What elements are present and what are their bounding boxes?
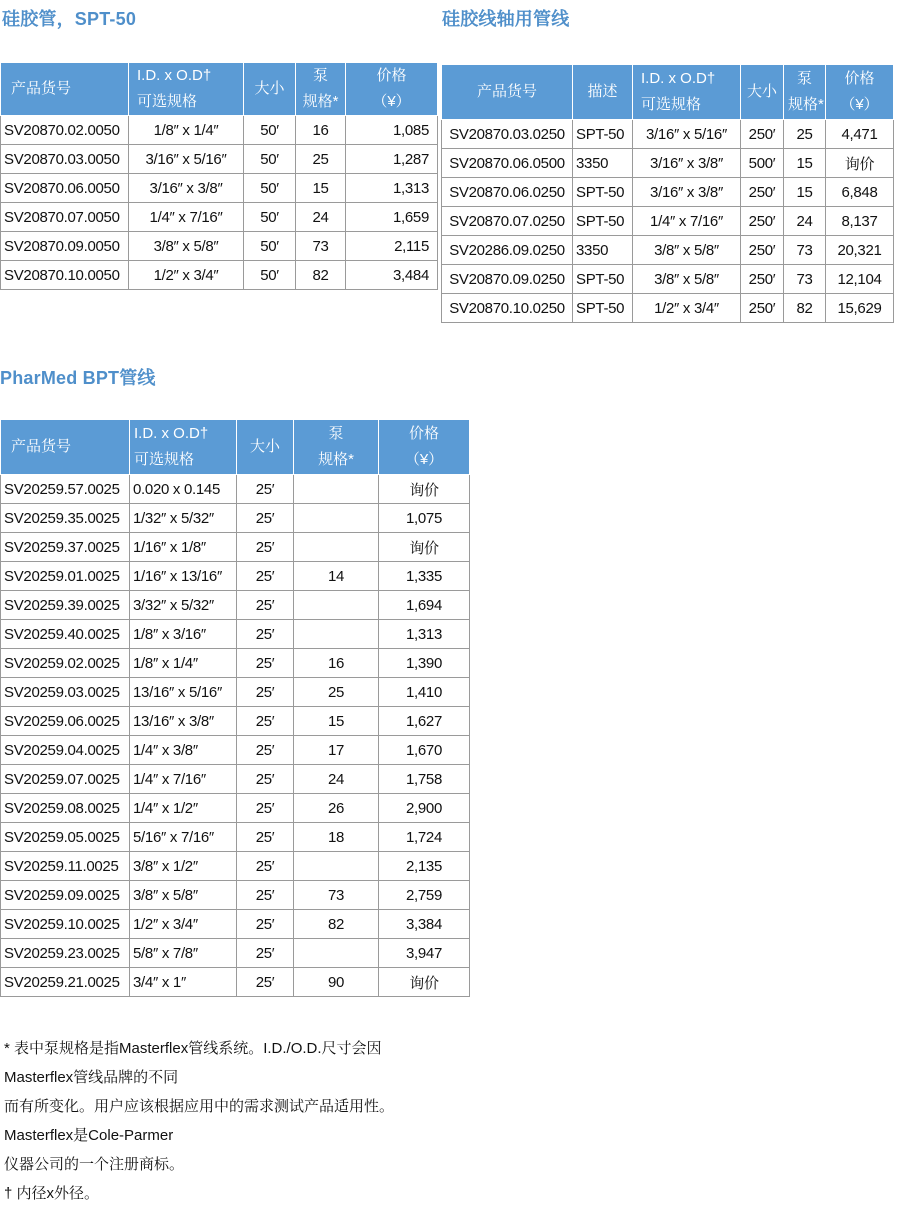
- footnote-line: † 内径x外径。: [4, 1185, 100, 1202]
- pharmed-tubing-table: [0, 419, 470, 997]
- cell-size: 25′: [237, 649, 294, 678]
- cell-pump: 25: [296, 145, 346, 174]
- cell-idod: 13/16″ x 5/16″: [130, 678, 237, 707]
- header-part-no: 产品货号: [1, 63, 129, 116]
- cell-idod: 1/16″ x 1/8″: [130, 533, 237, 562]
- table-row: [442, 236, 894, 265]
- cell-price: 6,848: [826, 178, 894, 207]
- cell-desc: SPT-50: [573, 207, 633, 236]
- cell-idod: 5/8″ x 7/8″: [130, 939, 237, 968]
- cell-part-no: SV20870.07.0250: [442, 207, 573, 236]
- cell-pump: 24: [294, 765, 379, 794]
- cell-pump: [294, 852, 379, 881]
- cell-idod: 5/16″ x 7/16″: [130, 823, 237, 852]
- cell-idod: 1/2″ x 3/4″: [633, 294, 741, 323]
- table-row: [442, 120, 894, 149]
- cell-size: 25′: [237, 852, 294, 881]
- cell-pump: 14: [294, 562, 379, 591]
- cell-idod: 3/8″ x 5/8″: [633, 265, 741, 294]
- cell-price: 12,104: [826, 265, 894, 294]
- cell-idod: 13/16″ x 3/8″: [130, 707, 237, 736]
- table-row: [442, 149, 894, 178]
- cell-pump: 73: [784, 236, 826, 265]
- cell-price: 询价: [379, 533, 470, 562]
- cell-pump: 90: [294, 968, 379, 997]
- table-row: [442, 207, 894, 236]
- cell-pump: [294, 504, 379, 533]
- cell-part-no: SV20259.35.0025: [1, 504, 130, 533]
- cell-price: 2,115: [346, 232, 438, 261]
- footnote-line: 而有所变化。用户应该根据应用中的需求测试产品适用性。: [4, 1098, 395, 1115]
- header-part-no: 产品货号: [1, 420, 130, 475]
- table-row: [1, 678, 470, 707]
- cell-size: 500′: [741, 149, 784, 178]
- table-row: [1, 968, 470, 997]
- cell-idod: 1/16″ x 13/16″: [130, 562, 237, 591]
- table-row: [1, 203, 438, 232]
- cell-idod: 1/4″ x 7/16″: [129, 203, 244, 232]
- header-price: 价格 （¥）: [826, 65, 894, 120]
- cell-part-no: SV20259.10.0025: [1, 910, 130, 939]
- table-row: [442, 178, 894, 207]
- cell-pump: 15: [784, 149, 826, 178]
- cell-desc: SPT-50: [573, 265, 633, 294]
- cell-size: 250′: [741, 207, 784, 236]
- cell-size: 25′: [237, 562, 294, 591]
- cell-price: 1,287: [346, 145, 438, 174]
- cell-part-no: SV20870.06.0250: [442, 178, 573, 207]
- cell-idod: 3/16″ x 5/16″: [129, 145, 244, 174]
- cell-idod: 1/4″ x 7/16″: [130, 765, 237, 794]
- table-row: [1, 504, 470, 533]
- cell-size: 250′: [741, 178, 784, 207]
- cell-pump: 18: [294, 823, 379, 852]
- cell-part-no: SV20259.05.0025: [1, 823, 130, 852]
- table-row: [1, 649, 470, 678]
- cell-idod: 3/16″ x 3/8″: [633, 178, 741, 207]
- header-part-no: 产品货号: [442, 65, 573, 120]
- cell-size: 50′: [244, 174, 296, 203]
- table-row: [1, 620, 470, 649]
- cell-pump: [294, 620, 379, 649]
- table-row: [1, 939, 470, 968]
- cell-part-no: SV20259.23.0025: [1, 939, 130, 968]
- cell-pump: 15: [294, 707, 379, 736]
- cell-part-no: SV20870.10.0050: [1, 261, 129, 290]
- cell-price: 2,759: [379, 881, 470, 910]
- cell-price: 1,075: [379, 504, 470, 533]
- cell-pump: 26: [294, 794, 379, 823]
- cell-size: 250′: [741, 120, 784, 149]
- footnote-line: Masterflex管线品牌的不同: [4, 1069, 179, 1086]
- cell-price: 4,471: [826, 120, 894, 149]
- cell-part-no: SV20286.09.0250: [442, 236, 573, 265]
- cell-idod: 3/8″ x 5/8″: [129, 232, 244, 261]
- header-size: 大小: [741, 65, 784, 120]
- cell-price: 3,947: [379, 939, 470, 968]
- cell-idod: 3/4″ x 1″: [130, 968, 237, 997]
- cell-size: 25′: [237, 533, 294, 562]
- cell-idod: 3/8″ x 5/8″: [633, 236, 741, 265]
- table-row: [1, 174, 438, 203]
- cell-size: 25′: [237, 765, 294, 794]
- cell-size: 50′: [244, 232, 296, 261]
- cell-price: 1,313: [346, 174, 438, 203]
- cell-price: 20,321: [826, 236, 894, 265]
- silicone-axial-tubing-table: [441, 64, 894, 323]
- cell-desc: SPT-50: [573, 294, 633, 323]
- cell-pump: 82: [296, 261, 346, 290]
- cell-price: 3,484: [346, 261, 438, 290]
- cell-size: 25′: [237, 939, 294, 968]
- table-row: [1, 881, 470, 910]
- cell-price: 1,410: [379, 678, 470, 707]
- table-row: [1, 910, 470, 939]
- cell-price: 15,629: [826, 294, 894, 323]
- cell-price: 1,335: [379, 562, 470, 591]
- cell-part-no: SV20259.39.0025: [1, 591, 130, 620]
- cell-part-no: SV20259.37.0025: [1, 533, 130, 562]
- header-size: 大小: [237, 420, 294, 475]
- cell-part-no: SV20259.09.0025: [1, 881, 130, 910]
- table-row: [1, 533, 470, 562]
- table-row: [1, 852, 470, 881]
- cell-price: 询价: [826, 149, 894, 178]
- table-row: [442, 265, 894, 294]
- cell-size: 50′: [244, 203, 296, 232]
- cell-idod: 3/8″ x 5/8″: [130, 881, 237, 910]
- cell-pump: 16: [296, 116, 346, 145]
- cell-pump: 17: [294, 736, 379, 765]
- cell-part-no: SV20259.21.0025: [1, 968, 130, 997]
- cell-idod: 3/16″ x 3/8″: [633, 149, 741, 178]
- footnotes: [4, 1034, 464, 1208]
- table-row: [1, 823, 470, 852]
- header-price: 价格 （¥）: [379, 420, 470, 475]
- cell-price: 8,137: [826, 207, 894, 236]
- cell-size: 50′: [244, 116, 296, 145]
- cell-pump: 24: [296, 203, 346, 232]
- footnote-line: 仪器公司的一个注册商标。: [4, 1156, 185, 1173]
- cell-part-no: SV20259.02.0025: [1, 649, 130, 678]
- table-row: [1, 591, 470, 620]
- cell-pump: 82: [294, 910, 379, 939]
- cell-idod: 1/32″ x 5/32″: [130, 504, 237, 533]
- cell-price: 1,670: [379, 736, 470, 765]
- cell-part-no: SV20259.04.0025: [1, 736, 130, 765]
- footnote-line: * 表中泵规格是指Masterflex管线系统。I.D./O.D.尺寸会因: [4, 1040, 382, 1057]
- table-row: [1, 736, 470, 765]
- cell-pump: 15: [296, 174, 346, 203]
- cell-idod: 3/32″ x 5/32″: [130, 591, 237, 620]
- table-row: [1, 232, 438, 261]
- cell-pump: 25: [294, 678, 379, 707]
- cell-size: 50′: [244, 145, 296, 174]
- cell-pump: 73: [784, 265, 826, 294]
- cell-pump: 25: [784, 120, 826, 149]
- cell-price: 询价: [379, 968, 470, 997]
- cell-size: 25′: [237, 475, 294, 504]
- cell-price: 1,627: [379, 707, 470, 736]
- cell-size: 25′: [237, 881, 294, 910]
- cell-size: 25′: [237, 910, 294, 939]
- cell-part-no: SV20259.01.0025: [1, 562, 130, 591]
- cell-size: 25′: [237, 678, 294, 707]
- table-row: [1, 794, 470, 823]
- cell-size: 50′: [244, 261, 296, 290]
- cell-size: 25′: [237, 591, 294, 620]
- cell-price: 1,694: [379, 591, 470, 620]
- cell-size: 25′: [237, 794, 294, 823]
- cell-part-no: SV20870.03.0050: [1, 145, 129, 174]
- cell-idod: 1/8″ x 3/16″: [130, 620, 237, 649]
- header-pump: 泵 规格*: [296, 63, 346, 116]
- cell-pump: [294, 939, 379, 968]
- table-row: [442, 294, 894, 323]
- footnote-line: Masterflex是Cole-Parmer: [4, 1127, 174, 1144]
- cell-part-no: SV20870.10.0250: [442, 294, 573, 323]
- cell-idod: 3/16″ x 5/16″: [633, 120, 741, 149]
- cell-part-no: SV20870.09.0050: [1, 232, 129, 261]
- table-row: [1, 261, 438, 290]
- cell-size: 25′: [237, 620, 294, 649]
- table-row: [1, 475, 470, 504]
- cell-part-no: SV20870.06.0050: [1, 174, 129, 203]
- table-row: [1, 562, 470, 591]
- cell-price: 2,135: [379, 852, 470, 881]
- cell-size: 250′: [741, 236, 784, 265]
- cell-pump: [294, 475, 379, 504]
- header-idod: I.D. x O.D† 可选规格: [130, 420, 237, 475]
- header-size: 大小: [244, 63, 296, 116]
- cell-desc: SPT-50: [573, 178, 633, 207]
- cell-part-no: SV20259.40.0025: [1, 620, 130, 649]
- cell-price: 1,085: [346, 116, 438, 145]
- header-pump: 泵 规格*: [294, 420, 379, 475]
- header-desc: 描述: [573, 65, 633, 120]
- cell-part-no: SV20259.07.0025: [1, 765, 130, 794]
- cell-desc: SPT-50: [573, 120, 633, 149]
- cell-price: 3,384: [379, 910, 470, 939]
- cell-size: 25′: [237, 736, 294, 765]
- cell-idod: 3/16″ x 3/8″: [129, 174, 244, 203]
- cell-part-no: SV20259.11.0025: [1, 852, 130, 881]
- table-row: [1, 116, 438, 145]
- cell-size: 25′: [237, 707, 294, 736]
- cell-idod: 1/8″ x 1/4″: [129, 116, 244, 145]
- header-price: 价格 （¥）: [346, 63, 438, 116]
- cell-idod: 1/2″ x 3/4″: [129, 261, 244, 290]
- cell-price: 1,313: [379, 620, 470, 649]
- cell-idod: 1/4″ x 7/16″: [633, 207, 741, 236]
- cell-price: 2,900: [379, 794, 470, 823]
- header-idod: I.D. x O.D† 可选规格: [129, 63, 244, 116]
- cell-desc: 3350: [573, 236, 633, 265]
- cell-idod: 1/4″ x 3/8″: [130, 736, 237, 765]
- cell-pump: 16: [294, 649, 379, 678]
- cell-idod: 0.020 x 0.145: [130, 475, 237, 504]
- header-idod: I.D. x O.D† 可选规格: [633, 65, 741, 120]
- cell-idod: 1/4″ x 1/2″: [130, 794, 237, 823]
- cell-part-no: SV20259.03.0025: [1, 678, 130, 707]
- cell-part-no: SV20870.09.0250: [442, 265, 573, 294]
- cell-pump: 24: [784, 207, 826, 236]
- cell-price: 1,659: [346, 203, 438, 232]
- cell-pump: [294, 533, 379, 562]
- cell-pump: [294, 591, 379, 620]
- cell-size: 250′: [741, 265, 784, 294]
- table-row: [1, 145, 438, 174]
- silicone-tubing-table: [0, 62, 438, 290]
- cell-desc: 3350: [573, 149, 633, 178]
- pharmed-tubing-title: PharMed BPT管线: [0, 368, 156, 388]
- silicone-axial-tubing-title: 硅胶线轴用管线: [442, 9, 570, 29]
- header-pump: 泵 规格*: [784, 65, 826, 120]
- cell-part-no: SV20259.06.0025: [1, 707, 130, 736]
- cell-part-no: SV20870.07.0050: [1, 203, 129, 232]
- cell-size: 250′: [741, 294, 784, 323]
- silicone-tubing-title: 硅胶管，SPT-50: [2, 9, 137, 29]
- cell-part-no: SV20870.02.0050: [1, 116, 129, 145]
- cell-part-no: SV20259.57.0025: [1, 475, 130, 504]
- cell-size: 25′: [237, 823, 294, 852]
- table-row: [1, 707, 470, 736]
- cell-idod: 1/2″ x 3/4″: [130, 910, 237, 939]
- cell-part-no: SV20870.06.0500: [442, 149, 573, 178]
- cell-size: 25′: [237, 968, 294, 997]
- cell-pump: 73: [294, 881, 379, 910]
- cell-price: 询价: [379, 475, 470, 504]
- cell-idod: 1/8″ x 1/4″: [130, 649, 237, 678]
- cell-idod: 3/8″ x 1/2″: [130, 852, 237, 881]
- cell-size: 25′: [237, 504, 294, 533]
- cell-part-no: SV20870.03.0250: [442, 120, 573, 149]
- cell-pump: 15: [784, 178, 826, 207]
- cell-pump: 82: [784, 294, 826, 323]
- table-row: [1, 765, 470, 794]
- cell-pump: 73: [296, 232, 346, 261]
- cell-part-no: SV20259.08.0025: [1, 794, 130, 823]
- cell-price: 1,390: [379, 649, 470, 678]
- cell-price: 1,724: [379, 823, 470, 852]
- cell-price: 1,758: [379, 765, 470, 794]
